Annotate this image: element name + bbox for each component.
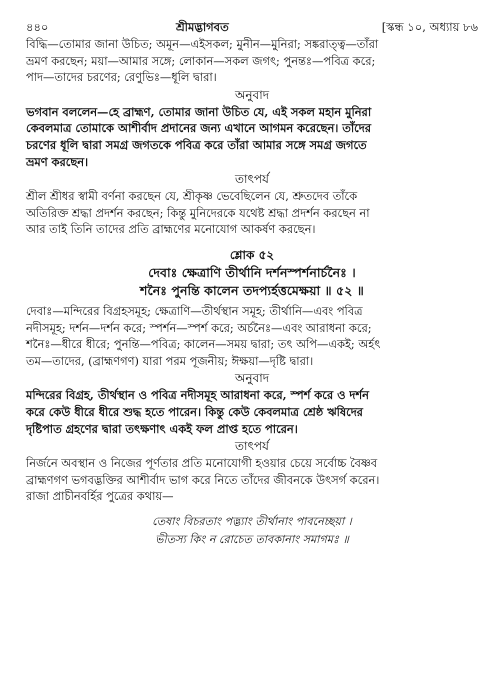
- purport-line: অতিরিক্ত শ্রদ্ধা প্রদর্শন করছেন; কিন্তু মুনিদেরকে যথেষ্ট শ্রদ্ধা প্রদর্শন করছেন না: [26, 205, 370, 220]
- document-page: [26, 12, 478, 549]
- translation-line: করে কেউ ধীরে ধীরে শুদ্ধ হতে পারেন। কিন্তু কেউ কেবলমাত্র শ্রেষ্ঠ ঋষিদের: [26, 404, 363, 419]
- chapter-reference: [স্কন্ধ ১০, অধ্যায় ৮৬: [381, 20, 478, 34]
- purport-line: আর তাই তিনি তাদের প্রতি ব্রাহ্মণের মনোযোগ আকর্ষণ করছেন।: [26, 222, 316, 237]
- verse-line: শনৈঃ পুনন্তি কালেন তদপ্যর্হত্তমেক্ষয়া ॥ ৫২ ॥: [140, 282, 364, 298]
- quote-line: তেষাং বিচরতাং পদ্ভ্যাং তীর্থানাং পাবনেচ্ছয়া ।: [152, 514, 352, 528]
- purport-line: নির্জনে অবস্থান ও নিজের পূর্ণতার প্রতি মনোযোগী হওয়ার চেয়ে সর্বোচ্চ বৈষ্ণব: [26, 456, 378, 471]
- translation-heading: অনুবাদ: [234, 87, 270, 102]
- synonym-line: শনৈঃ—ধীরে ধীরে; পুনন্তি—পবিত্র; কালেন—সময় দ্বারা; তৎ অপি—একই; অর্হৎ: [26, 337, 381, 352]
- synonym-line: বিদ্ধি—তোমার জানা উচিত; অমূন—এইসকল; মুনীন—মুনিরা; সঙ্করাত্ত্ব—তাঁরা: [26, 37, 379, 51]
- verse-line: দেবাঃ ক্ষেত্রাণি তীর্থানি দর্শনস্পর্শনার্চনৈঃ ।: [148, 264, 356, 280]
- translation-line: কেবলমাত্র তোমাকে আশীর্বাদ প্রদানের জন্য এখানে আগমন করেছেন। তাঁদের: [26, 121, 371, 136]
- synonym-line: নদীসমূহ; দর্শন—দর্শন করে; স্পর্শন—স্পর্শ করে; অর্চনৈঃ—এবং আরাধনা করে;: [26, 320, 372, 335]
- synonym-line: ভ্রমণ করছেন; ময়া—আমার সঙ্গে; লোকান—সকল জগৎ; পুনন্তঃ—পবিত্র করে;: [26, 53, 376, 68]
- quoted-verse: [26, 513, 478, 549]
- purport-heading: তাৎপর্য: [235, 439, 269, 454]
- quote-line: ভীতস্য কিং ন রোচেত তাবকানাং সমাগমঃ ॥: [155, 532, 349, 546]
- translation-heading: অনুবাদ: [234, 371, 270, 386]
- synonym-line: পাদ—তাদের চরণের; রেণুভিঃ—ধূলি দ্বারা।: [26, 70, 217, 85]
- sanskrit-verse: [26, 264, 478, 300]
- page-header: [26, 12, 478, 36]
- translation-line: ভ্রমণ করছেন।: [26, 154, 89, 169]
- purport-block-51: [26, 188, 478, 238]
- purport-heading: তাৎপর্য: [235, 172, 269, 187]
- page-number: ৪৪০: [26, 20, 49, 34]
- translation-line: ভগবান বললেন—হে ব্রাহ্মণ, তোমার জানা উচিত যে, এই সকল মহান মুনিরা: [26, 104, 372, 119]
- verse-number-heading: শ্লোক ৫২: [229, 247, 275, 262]
- purport-line: শ্রীল শ্রীধর স্বামী বর্ণনা করছেন যে, শ্রীকৃষ্ণ ভেবেছিলেন যে, শ্রুতদেব তাঁকে: [26, 189, 358, 204]
- translation-block-51: [26, 104, 478, 170]
- synonym-line: দেবাঃ—মন্দিরের বিগ্রহসমূহ; ক্ষেত্রাণি—তীর্থস্থান সমূহ; তীর্থানি—এবং পবিত্র: [26, 303, 363, 318]
- synonyms-block-51: [26, 36, 478, 86]
- translation-line: দৃষ্টিপাত গ্রহণের দ্বারা তৎক্ষণাৎ একই ফল প্রাপ্ত হতে পারেন।: [26, 421, 298, 436]
- purport-line: রাজা প্রাচীনবর্হির পুত্রের কথায়—: [26, 489, 174, 504]
- synonym-line: তম—তাদের, (ব্রাহ্মণগণ) যারা পরম পূজনীয়; ঈক্ষয়া—দৃষ্টি দ্বারা।: [26, 353, 314, 368]
- synonyms-block-52: [26, 303, 478, 369]
- translation-block-52: [26, 387, 478, 437]
- purport-line: ব্রাহ্মণগণ ভগবদ্ভক্তির আশীর্বাদ ভাগ করে নিতে তাঁদের জীবনকে উৎসর্গ করেন।: [26, 472, 380, 487]
- purport-block-52: [26, 455, 478, 505]
- translation-line: চরণের ধূলি দ্বারা সমগ্র জগতকে পবিত্র করে তাঁরা আমার সঙ্গে সমগ্র জগতে: [26, 137, 367, 152]
- translation-line: মন্দিরের বিগ্রহ, তীর্থস্থান ও পবিত্র নদীসমূহ আরাধনা করে, স্পর্শ করে ও দর্শন: [26, 388, 369, 403]
- book-title: শ্রীমদ্ভাগবত: [176, 20, 229, 34]
